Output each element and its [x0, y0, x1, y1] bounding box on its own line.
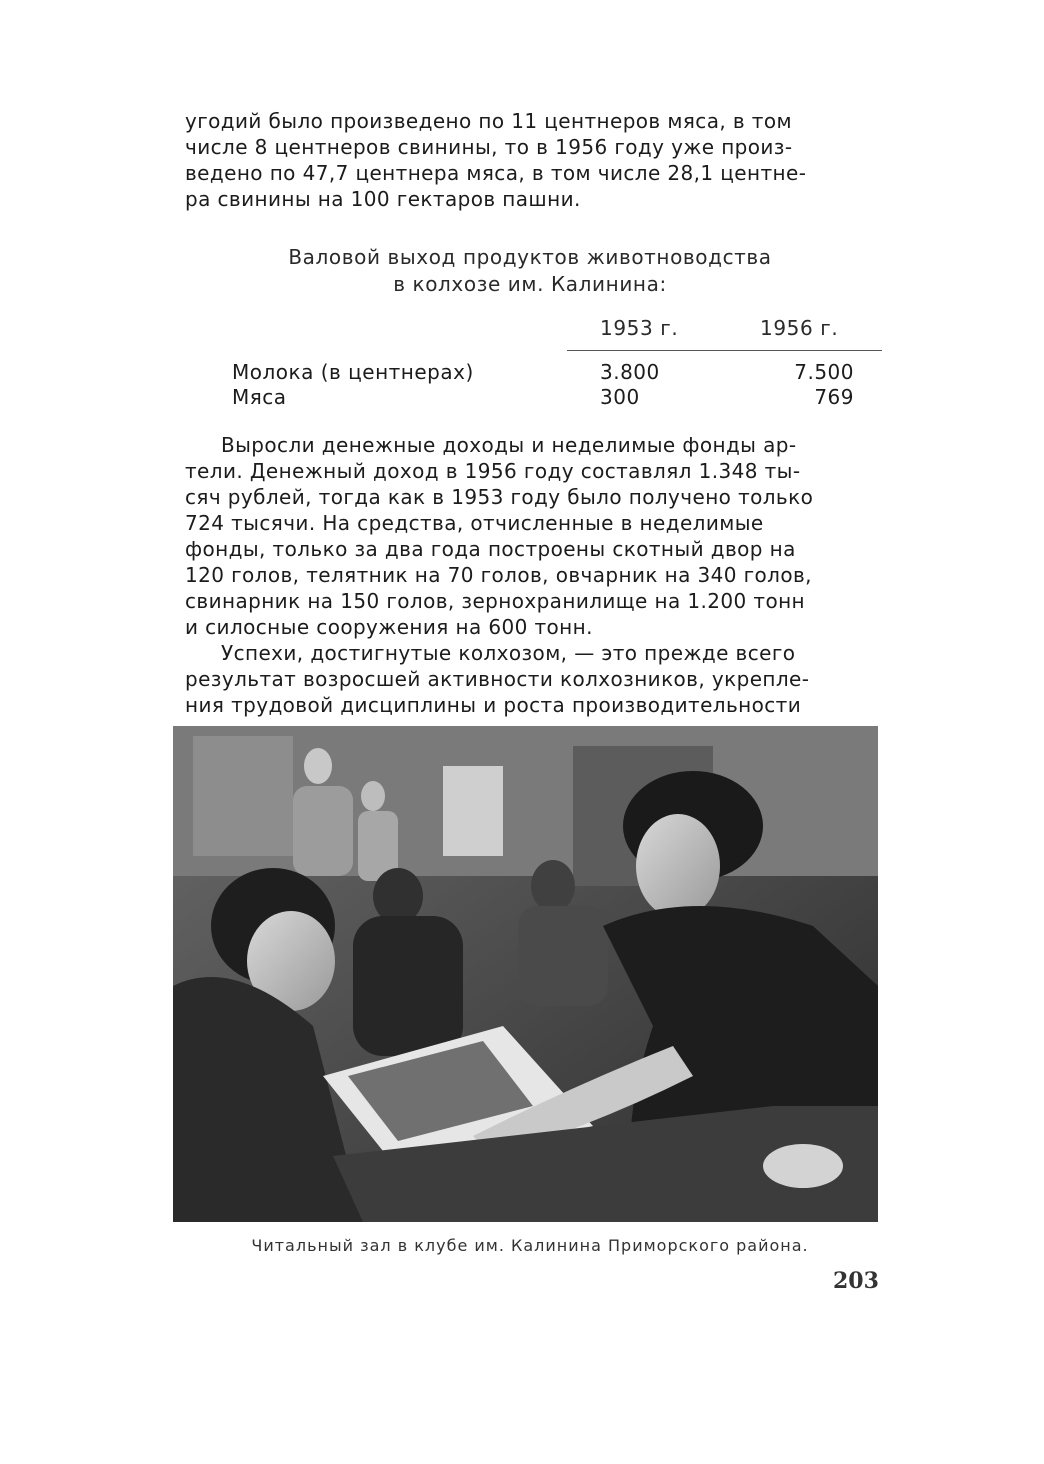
text-line: ведено по 47,7 центнера мяса, в том числе 28,1 центне-: [185, 161, 807, 185]
row-label: Молока (в центнерах): [232, 360, 474, 384]
column-header-1956: 1956 г.: [760, 316, 839, 340]
text-line: свинарник на 150 голов, зернохранилище на 1.200 тонн: [185, 589, 806, 613]
text-line: фонды, только за два года построены скотный двор на: [185, 537, 796, 561]
table-title: [180, 244, 880, 298]
header-rule: [567, 350, 882, 351]
column-header-1953: 1953 г.: [600, 316, 679, 340]
table-row: [232, 360, 882, 386]
text-line: результат возросшей активности колхозников, укрепле-: [185, 667, 810, 691]
table-row: [232, 385, 882, 411]
page-number: 203: [833, 1268, 879, 1294]
table-header-row: [232, 316, 882, 350]
text-line: Успехи, достигнутые колхозом, — это прежде всего: [221, 641, 796, 665]
cell-1953: 3.800: [600, 360, 660, 384]
intro-paragraph: [185, 108, 880, 212]
text-line: числе 8 центнеров свинины, то в 1956 году уже произ-: [185, 135, 793, 159]
body-paragraphs: [185, 432, 880, 718]
reading-room-photo: [173, 726, 878, 1222]
text-line: сяч рублей, тогда как в 1953 году было получено только: [185, 485, 814, 509]
text-line: тели. Денежный доход в 1956 году составлял 1.348 ты-: [185, 459, 801, 483]
cell-1953: 300: [600, 385, 640, 409]
text-line: и силосные сооружения на 600 тонн.: [185, 615, 593, 639]
cell-1956: 769: [814, 385, 854, 409]
cell-1956: 7.500: [794, 360, 854, 384]
text-line: Выросли денежные доходы и неделимые фонды ар-: [221, 433, 797, 457]
text-line: угодий было произведено по 11 центнеров мяса, в том: [185, 109, 792, 133]
text-line: ра свинины на 100 гектаров пашни.: [185, 187, 581, 211]
text-line: 724 тысячи. На средства, отчисленные в неделимые: [185, 511, 764, 535]
table-title-line: Валовой выход продуктов животноводства: [288, 245, 772, 269]
table-title-line: в колхозе им. Калинина:: [393, 272, 667, 296]
text-line: 120 голов, телятник на 70 голов, овчарник на 340 голов,: [185, 563, 812, 587]
photo-caption: Читальный зал в клубе им. Калинина Приморского района.: [251, 1236, 809, 1255]
text-line: ния трудовой дисциплины и роста производительности: [185, 693, 802, 717]
row-label: Мяса: [232, 385, 287, 409]
